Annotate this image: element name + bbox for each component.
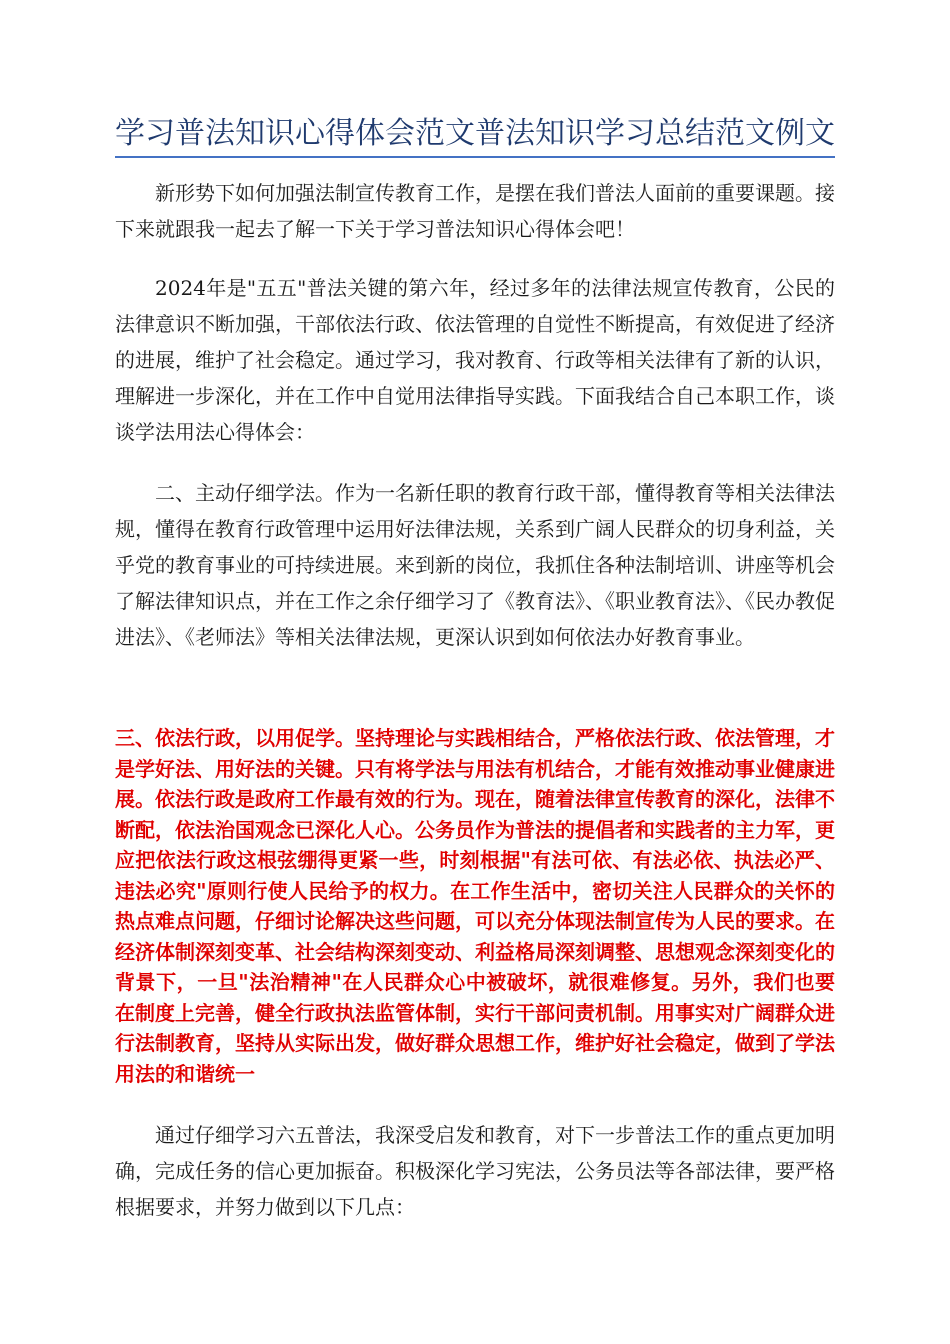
paragraph-background: 2024年是"五五"普法关键的第六年，经过多年的法律法规宣传教育，公民的法律意识不断加强，干部依法行政、依法管理的自觉性不断提高，有效促进了经济的进展，维护了社会稳定。通过学习，我对教育、行政等相关法律有了新的认识，理解进一步深化，并在工作中自觉用法律指导实践。下面我结合自己本职工作，谈谈学法用法心得体会：: [115, 276, 835, 444]
paragraph-section-2: 二、主动仔细学法。作为一名新任职的教育行政干部，懂得教育等相关法律法规，懂得在教育行政管理中运用好法律法规，关系到广阔人民群众的切身利益，关乎党的教育事业的可持续进展。来到新的岗位，我抓住各种法制培训、讲座等机会了解法律知识点，并在工作之余仔细学习了《教育法》、《职业教育法》、《民办教促进法》、《老师法》等相关法律法规，更深认识到如何依法办好教育事业。: [115, 481, 835, 649]
page-title: 学习普法知识心得体会范文普法知识学习总结范文例文: [115, 116, 835, 151]
paragraph-section-3-highlighted: 三、依法行政，以用促学。坚持理论与实践相结合，严格依法行政、依法管理，才是学好法、用好法的关键。只有将学法与用法有机结合，才能有效推动事业健康进展。依法行政是政府工作最有效的行为。现在，随着法律宣传教育的深化，法律不断配，依法治国观念已深化人心。公务员作为普法的提倡者和实践者的主力军，更应把依法行政这根弦绷得更紧一些，时刻根据"有法可依、有法必依、执法必严、违法必究"原则行使人民给予的权力。在工作生活中，密切关注人民群众的关怀的热点难点问题，仔细讨论解决这些问题，可以充分体现法制宣传为人民的要求。在经济体制深刻变革、社会结构深刻变动、利益格局深刻调整、思想观念深刻变化的背景下，一旦"法治精神"在人民群众心中被破坏，就很难修复。另外，我们也要在制度上完善，健全行政执法监管体制，实行干部问责机制。用事实对广阔群众进行法制教育，坚持从实际出发，做好群众思想工作，维护好社会稳定，做到了学法用法的和谐统一: [115, 726, 835, 1086]
paragraph-intro: 新形势下如何加强法制宣传教育工作，是摆在我们普法人面前的重要课题。接下来就跟我一起去了解一下关于学习普法知识心得体会吧！: [115, 181, 835, 241]
title-underline: [115, 156, 835, 158]
paragraph-closing: 通过仔细学习六五普法，我深受启发和教育，对下一步普法工作的重点更加明确，完成任务的信心更加振奋。积极深化学习宪法，公务员法等各部法律，要严格根据要求，并努力做到以下几点：: [115, 1123, 835, 1219]
